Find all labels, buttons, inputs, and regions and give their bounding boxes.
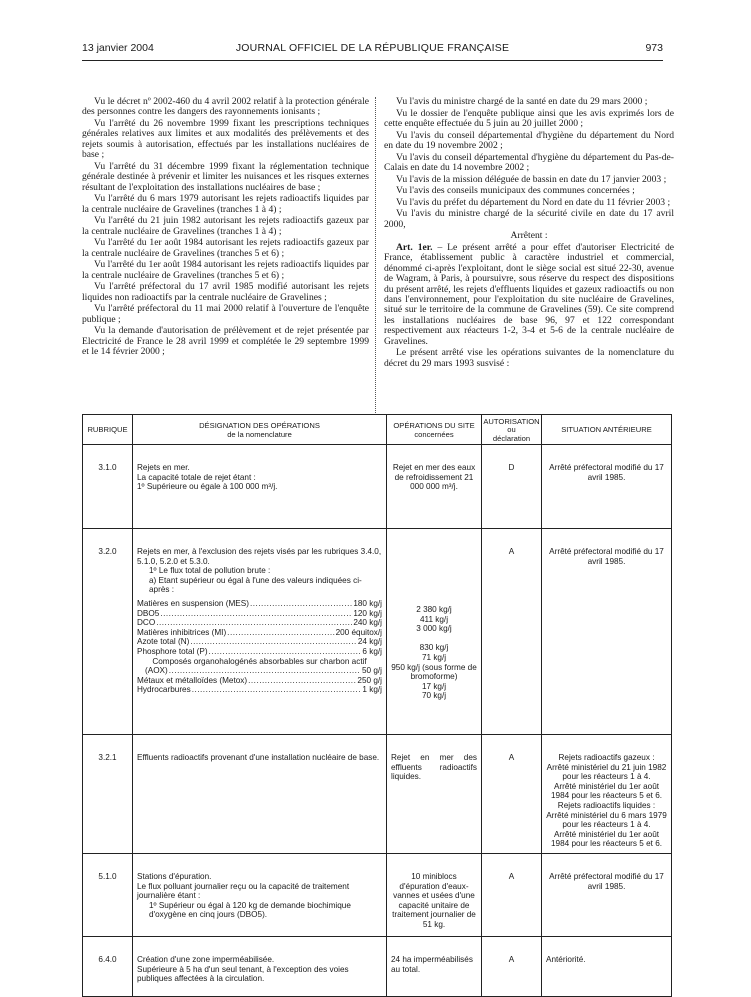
rubrique-cell: 3.2.1 [83, 735, 133, 854]
visa-paragraph: Vu la demande d'autorisation de prélèvement et de rejet présentée par Electricité de France le 28 avril 1999 et complétée le 29 septembre 1999 et le 14 février 2000 ; [82, 325, 369, 358]
col-header-rubrique: RUBRIQUE [83, 415, 133, 445]
table-row [83, 735, 672, 854]
threshold-item: Hydrocarbures ..... 1 kg/j [137, 685, 382, 695]
autorisation-cell: A [482, 853, 542, 936]
site-cell: 2 380 kg/j 411 kg/j 3 000 kg/j 830 kg/j 71 kg/j 950 kg/j (sous forme de bromoforme) 17 kg/j 70 kg/j [387, 529, 482, 735]
col-header-site: OPÉRATIONS DU SITE concernées [387, 415, 482, 445]
table-header-row [83, 415, 672, 445]
autorisation-cell: A [482, 936, 542, 996]
column-separator [375, 97, 376, 413]
visa-paragraph: Vu l'avis du conseil départemental d'hygiène du département du Nord en date du 19 novembre 2002 ; [384, 129, 674, 151]
article-label: Art. 1er. [396, 241, 433, 253]
visa-paragraph: Vu l'arrêté du 6 mars 1979 autorisant les rejets radioactifs liquides par la centrale nucléaire de Gravelines (tranches 1 à 4) ; [82, 193, 369, 215]
visa-paragraph: Vu l'arrêté du 26 novembre 1999 fixant les prescriptions techniques générales relatives aux limites et aux modalités des prélèvements et des rejets soumis à autorisation, effectués par les installations nucléaires de base ; [82, 118, 369, 161]
site-cell: Rejet en mer des effluents radioactifs liquides. [387, 735, 482, 854]
threshold-item: DBO5 ..... 120 kg/j [137, 609, 382, 619]
visa-paragraph: Vu l'avis de la mission déléguée de bassin en date du 17 janvier 2003 ; [396, 173, 667, 185]
col-header-situation: SITUATION ANTÉRIEURE [542, 415, 672, 445]
header-date: 13 janvier 2004 [82, 42, 154, 54]
rubrique-cell: 6.4.0 [83, 936, 133, 996]
autorisation-cell: D [482, 445, 542, 529]
autorisation-cell: A [482, 735, 542, 854]
page-header [82, 42, 663, 58]
journal-title: JOURNAL OFFICIEL DE LA RÉPUBLIQUE FRANÇAISE [235, 42, 510, 54]
rubrique-cell: 5.1.0 [83, 853, 133, 936]
visa-paragraph: Vu l'avis du ministre chargé de la sécurité civile en date du 17 avril 2000, [384, 208, 674, 230]
site-cell: 10 miniblocs d'épuration d'eaux-vannes et usées d'une capacité unitaire de traitement journalier de 51 kg. [387, 853, 482, 936]
threshold-item: Matières en suspension (MES) ..... 180 kg/j [137, 599, 382, 609]
visa-paragraph: Vu l'arrêté préfectoral du 11 mai 2000 relatif à l'ouverture de l'enquête publique ; [82, 303, 369, 325]
site-cell: Rejet en mer des eaux de refroidissement 21 000 000 m³/j. [387, 445, 482, 529]
visa-paragraph: Vu l'avis des conseils municipaux des communes concernées ; [396, 185, 635, 197]
visa-paragraph: Vu l'arrêté du 21 juin 1982 autorisant les rejets radioactifs gazeux par la centrale nucléaire de Gravelines (tranches 1 à 4) ; [82, 215, 369, 237]
table-row [83, 936, 672, 996]
rubrique-cell: 3.2.0 [83, 529, 133, 735]
designation-cell: Rejets en mer. La capacité totale de rejet étant : 1º Supérieure ou égale à 100 000 m³/j. [133, 445, 387, 529]
rubrique-cell: 3.1.0 [83, 445, 133, 529]
situation-cell: Rejets radioactifs gazeux : Arrêté ministériel du 21 juin 1982 pour les réacteurs 1 à 4. Arrêté ministériel du 1er août 1984 pour les réacteurs 5 et 6. Rejets radioactifs liquides : Arrêté ministériel du 6 mars 1979 pour les réacteurs 1 à 4. Arrêté ministériel du 1er août 1984 pour les réacteurs 5 et 6. [542, 735, 672, 854]
situation-cell: Antériorité. [542, 936, 672, 996]
table-row [83, 445, 672, 529]
threshold-item: Azote total (N) ..... 24 kg/j [137, 637, 382, 647]
page-number: 973 [645, 42, 663, 54]
article-text: – Le présent arrêté a pour effet d'autoriser Electricité de France, établissement public à caractère industriel et commercial, dénommé ci-après l'exploitant, dont le siège social est situé 22-30, avenue de Wagram, à Paris, à poursuivre, sous réserve du respect des dispositions du présent arrêté, les rejets d'effluents liquides et gazeux radioactifs ou non dans l'environnement, pour l'exploitation du site nucléaire de Gravelines, situé sur le territoire de la commune de Gravelines (59). Ce site comprend les installations nucléaires de base 96, 97 et 122 correspondant respectivement aux réacteurs 1-2, 3-4 et 5-6 de la centrale nucléaire de Gravelines. [384, 241, 674, 347]
visa-paragraph: Vu l'arrêté du 31 décembre 1999 fixant la réglementation technique générale destinée à prévenir et limiter les nuisances et les risques externes résultant de l'exploitation des installations nucléaires de base ; [82, 160, 369, 193]
article-closing: Le présent arrêté vise les opérations suivantes de la nomenclature du décret du 29 mars 1993 susvisé : [384, 347, 674, 369]
visa-paragraph: Vu l'arrêté du 1er août 1984 autorisant les rejets radioactifs liquides par la centrale nucléaire de Gravelines (tranches 5 et 6) ; [82, 259, 369, 281]
table-row [83, 529, 672, 735]
table-row [83, 853, 672, 936]
designation-cell: Stations d'épuration. Le flux polluant journalier reçu ou la capacité de traitement journalière étant : 1º Supérieur ou égal à 120 kg de demande biochimique d'oxygène en cinq jours (DBO5). [133, 853, 387, 936]
situation-cell: Arrêté préfectoral modifié du 17 avril 1985. [542, 445, 672, 529]
col-header-designation: DÉSIGNATION DES OPÉRATIONS de la nomenclature [133, 415, 387, 445]
designation-cell: Rejets en mer, à l'exclusion des rejets visés par les rubriques 3.4.0, 5.1.0, 5.2.0 et 5.3.0. 1º Le flux total de pollution brute : a) Etant supérieur ou égal à l'une des valeurs indiquées ci-après : Matières en suspension (MES) ..... 180 kg/j DBO5 ..... 120 kg/j DCO ..... 240 kg/j Matières inhibitrices (MI) ..... 200 équitox/j Azote total (N) ..... 24 kg/j Phosphore total (P) ..... 6 kg/j Composés organohalogénés absorbables sur charbon actif (AOX) ..... 50 g/j Métaux et métalloïdes (Metox) ..... 250 g/j Hydrocarbures ..... 1 kg/j [133, 529, 387, 735]
site-cell: 24 ha imperméabilisés au total. [387, 936, 482, 996]
threshold-item: Métaux et métalloïdes (Metox) ..... 250 g/j [137, 676, 382, 686]
visa-paragraph: Vu l'arrêté du 1er août 1984 autorisant les rejets radioactifs gazeux par la centrale nucléaire de Gravelines (tranches 5 et 6) ; [82, 237, 369, 259]
visa-paragraph: Vu l'arrêté préfectoral du 17 avril 1985 modifié autorisant les rejets liquides non radioactifs par la centrale nucléaire de Gravelines ; [82, 281, 369, 303]
threshold-item: (AOX) ..... 50 g/j [137, 666, 382, 676]
visa-paragraph: Vu le dossier de l'enquête publique ainsi que les avis exprimés lors de cette enquête effectuée du 5 juin au 20 juillet 2000 ; [384, 107, 674, 129]
visa-paragraph: Vu l'avis du ministre chargé de la santé en date du 29 mars 2000 ; [396, 96, 648, 107]
article-1 [384, 243, 674, 347]
arretent-heading: Arrêtent : [510, 230, 548, 242]
visa-paragraph: Vu le décret nº 2002-460 du 4 avril 2002 relatif à la protection générale des personnes contre les dangers des rayonnements ionisants ; [82, 96, 369, 118]
visa-paragraph: Vu l'avis du préfet du département du Nord en date du 11 février 2003 ; [396, 196, 671, 208]
threshold-item: DCO ..... 240 kg/j [137, 618, 382, 628]
designation-cell: Création d'une zone imperméabilisée. Supérieure à 5 ha d'un seul tenant, à l'exception des voies publiques affectées à la circulation. [133, 936, 387, 996]
header-rule [82, 60, 663, 61]
threshold-item: Matières inhibitrices (MI) ..... 200 équitox/j [137, 628, 382, 638]
col-header-autorisation: AUTORISATION ou déclaration [482, 415, 542, 445]
nomenclature-table [82, 414, 672, 997]
right-column [384, 97, 674, 370]
situation-cell: Arrêté préfectoral modifié du 17 avril 1985. [542, 853, 672, 936]
left-column [82, 97, 369, 359]
designation-cell: Effluents radioactifs provenant d'une installation nucléaire de base. [133, 735, 387, 854]
visa-paragraph: Vu l'avis du conseil départemental d'hygiène du département du Pas-de-Calais en date du 14 novembre 2002 ; [384, 151, 674, 173]
situation-cell: Arrêté préfectoral modifié du 17 avril 1985. [542, 529, 672, 735]
threshold-item: Phosphore total (P) ..... 6 kg/j [137, 647, 382, 657]
autorisation-cell: A [482, 529, 542, 735]
